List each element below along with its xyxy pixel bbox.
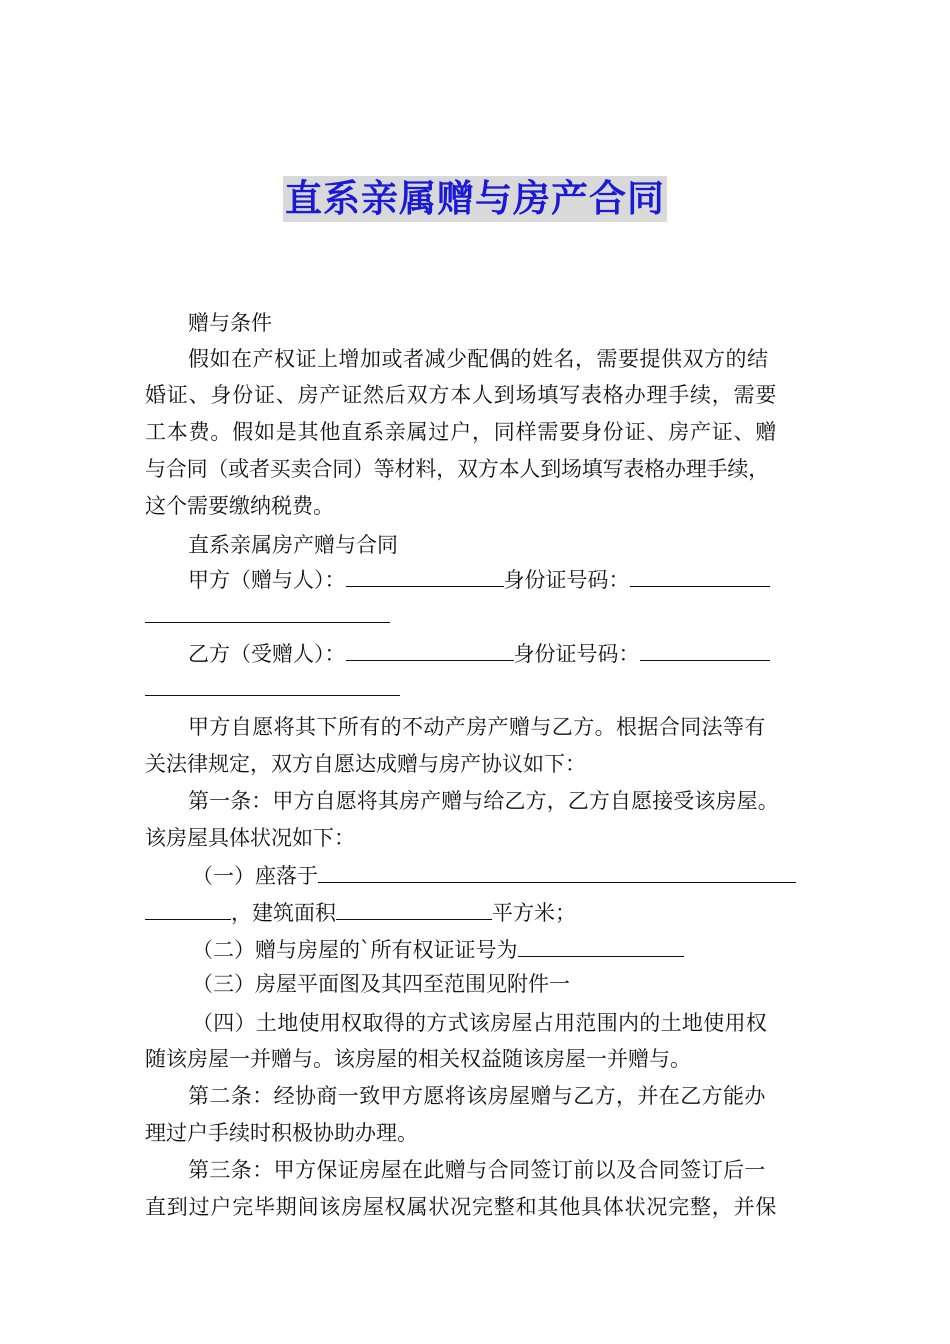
article-3-line-2: 直到过户完毕期间该房屋权属状况完整和其他具体状况完整，并保	[145, 1195, 778, 1219]
item-2-label: （二）赠与房屋的`所有权证证号为	[192, 938, 518, 962]
item-2-row	[192, 934, 815, 964]
intro-line-1: 假如在产权证上增加或者减少配偶的姓名，需要提供双方的结	[188, 347, 769, 371]
party-a-row	[188, 564, 815, 594]
party-b-row	[188, 638, 815, 668]
area-label: ，建筑面积	[231, 901, 336, 925]
intro-line-3: 工本费。假如是其他直系亲属过户，同样需要身份证、房产证、赠	[145, 420, 778, 444]
party-a-name-blank	[346, 564, 504, 587]
area-blank	[336, 897, 492, 920]
contract-heading: 直系亲属房产赠与合同	[188, 533, 398, 557]
location-blank	[318, 860, 796, 883]
item-3: （三）房屋平面图及其四至范围见附件一	[192, 972, 570, 996]
article-3-line-1: 第三条：甲方保证房屋在此赠与合同签订前以及合同签订后一	[188, 1158, 766, 1182]
item-4-line-2: 随该房屋一并赠与。该房屋的相关权益随该房屋一并赠与。	[145, 1047, 691, 1071]
preamble-line-2: 关法律规定，双方自愿达成赠与房产协议如下：	[145, 752, 586, 776]
party-a-label: 甲方（赠与人）：	[188, 568, 346, 592]
party-a-id-label: 身份证号码：	[503, 568, 630, 592]
article-2-line-2: 理过户手续时积极协助办理。	[145, 1121, 418, 1145]
preamble-line-1: 甲方自愿将其下所有的不动产房产赠与乙方。根据合同法等有	[188, 715, 766, 739]
party-a-row-continued	[145, 600, 815, 630]
area-unit: 平方米；	[492, 901, 576, 925]
party-b-label: 乙方（受赠人）：	[188, 642, 346, 666]
article-2-line-1: 第二条：经协商一致甲方愿将该房屋赠与乙方，并在乙方能办	[188, 1084, 766, 1108]
party-b-name-blank	[346, 638, 514, 661]
intro-line-2: 婚证、身份证、房产证然后双方本人到场填写表格办理手续，需要	[145, 383, 778, 407]
location-blank-continued	[145, 897, 231, 920]
party-b-id-label: 身份证号码：	[513, 642, 640, 666]
party-b-row-continued	[145, 673, 815, 703]
intro-line-5: 这个需要缴纳税费。	[145, 494, 334, 518]
party-a-id-blank-continued	[145, 600, 390, 623]
intro-line-4: 与合同（或者买卖合同）等材料，双方本人到场填写表格办理手续，	[145, 457, 769, 481]
certificate-number-blank	[518, 934, 684, 957]
item-1-label: （一）座落于	[192, 864, 318, 888]
article-1-line-1: 第一条：甲方自愿将其房产赠与给乙方，乙方自愿接受该房屋。	[188, 789, 779, 813]
document-title: 直系亲属赠与房产合同	[285, 177, 665, 220]
item-1-row-continued	[145, 897, 815, 927]
party-b-id-blank	[640, 638, 770, 661]
article-1-line-2: 该房屋具体状况如下：	[145, 826, 355, 850]
party-b-id-blank-continued	[145, 673, 400, 696]
party-a-id-blank	[630, 564, 770, 587]
item-1-row	[192, 860, 815, 890]
section-heading: 赠与条件	[188, 311, 272, 335]
item-4-line-1: （四）土地使用权取得的方式该房屋占用范围内的土地使用权	[192, 1011, 768, 1035]
